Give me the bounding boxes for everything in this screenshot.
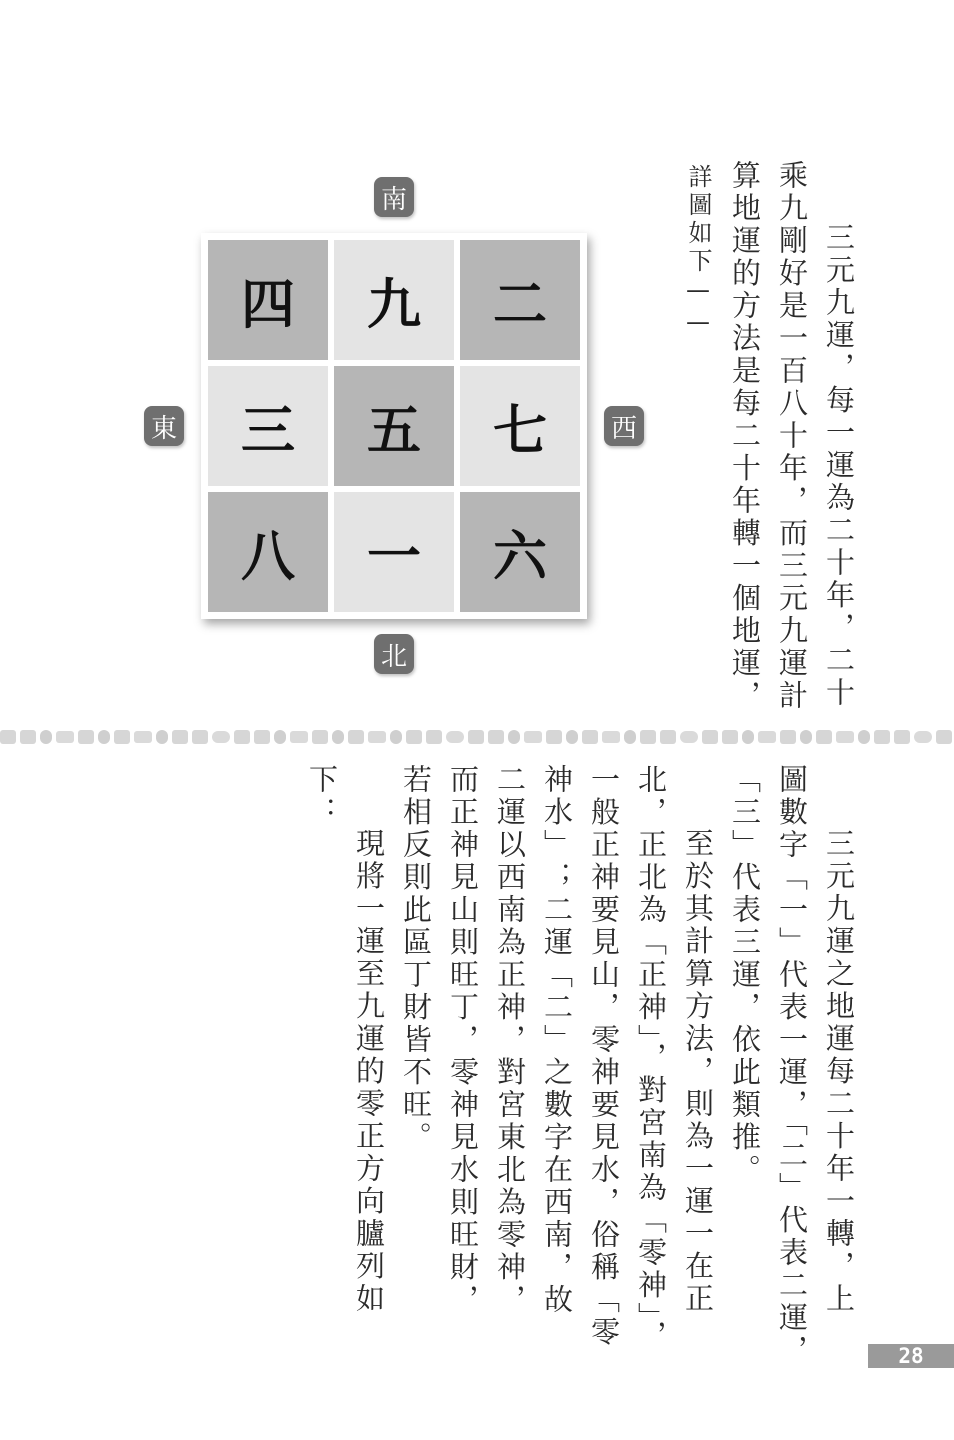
lower-text-col-11: 現將一運至九運的零正方向臚列如 [352,828,386,1316]
direction-east: 東 [144,406,184,446]
lower-text-col-5: 北，正北為「正神」，對宮南為「零神」， [634,764,668,1353]
lower-text-col-7: 神水」；二運「二」之數字在西南，故 [540,764,574,1317]
upper-text-col-2: 乘九剛好是一百八十年，而三元九運計 [775,160,809,713]
lower-text-col-6: 一般正神要見山，零神要見水，俗稱「零 [587,764,621,1349]
lower-text-col-2: 圖數字「一」代表一運，「二」代表二運， [775,764,809,1367]
upper-text-col-3: 算地運的方法是每二十年轉一個地運， [728,160,762,713]
decorative-divider [0,724,954,750]
grid-cell: 八 [208,492,328,612]
direction-south: 南 [374,177,414,217]
grid-cell: 一 [334,492,454,612]
page-number: 28 [868,1344,954,1368]
lower-text-col-3: 「三」代表三運，依此類推。 [728,764,762,1187]
lower-text-col-12: 下： [305,764,339,829]
lower-text-col-4: 至於其計算方法，則為一運一在正 [681,828,715,1316]
grid-cell: 七 [460,366,580,486]
grid-cell: 四 [208,240,328,360]
upper-text-col-1: 三元九運，每一運為二十年，二十 [822,222,856,710]
grid-cell: 三 [208,366,328,486]
lower-text-col-1: 三元九運之地運每二十年一轉，上 [822,828,856,1316]
grid-cell: 六 [460,492,580,612]
grid-cell: 九 [334,240,454,360]
nine-palace-grid [201,233,587,619]
direction-north: 北 [374,634,414,674]
grid-cell: 二 [460,240,580,360]
lower-text-col-10: 若相反則此區丁財皆不旺。 [399,764,433,1154]
lower-text-col-9: 而正神見山則旺丁，零神見水則旺財， [446,764,480,1317]
lower-text-col-8: 二運以西南為正神，對宮東北為零神， [493,764,527,1317]
direction-west: 西 [604,406,644,446]
grid-cell: 五 [334,366,454,486]
upper-text-col-4: 詳圖如下—— [684,164,712,340]
